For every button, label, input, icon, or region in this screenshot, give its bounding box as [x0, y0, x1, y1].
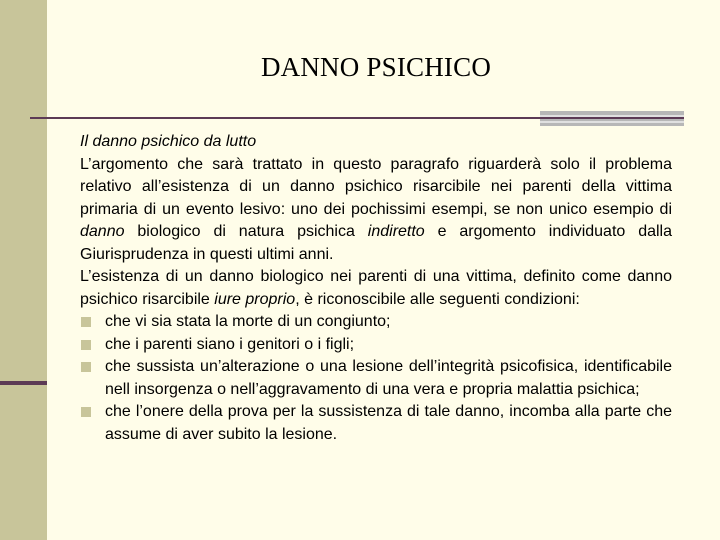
list-item-text: che vi sia stata la morte di un congiunto; — [105, 313, 391, 330]
list-item — [80, 334, 672, 357]
square-bullet-icon — [81, 407, 91, 417]
list-item-text: che i parenti siano i genitori o i figli; — [105, 335, 355, 353]
p1-italic-indiretto: indiretto — [367, 223, 425, 240]
list-item-text: che sussista un’alterazione o una lesione dell’integrità psicofisica, identificabile nell insorgenza o nell’aggravamento di una vera e propria malattia psichica; — [105, 358, 672, 398]
list-item — [80, 401, 672, 446]
p1-text-a: L’argomento che sarà trattato in questo paragrafo riguarderà solo il problema relativo all’esistenza di un danno psichico risarcibile nei parenti della vittima primaria di un evento lesivo: uno dei pochissimi esempi, se non unico esempio di — [80, 155, 672, 218]
p2-text-a: L’esistenza di un danno biologico nei parenti di una vittima, definito come danno psichico risarcibile — [80, 268, 672, 308]
slide-body — [80, 131, 672, 446]
square-bullet-icon — [81, 317, 91, 327]
square-bullet-icon — [81, 362, 91, 372]
p2-text-c: , è riconoscibile alle seguenti condizioni: — [295, 290, 580, 308]
p2-italic-iure-proprio: iure proprio — [214, 290, 296, 308]
p1-text-e: e argomento individuato dalla Giurisprudenza in questi ultimi anni. — [80, 223, 672, 263]
section-subtitle: Il danno psichico da lutto — [80, 133, 257, 150]
list-item-text: che l’onere della prova per la sussistenza di tale danno, incomba alla parte che assume di aver subito la lesione. — [105, 403, 672, 443]
list-item — [80, 356, 672, 401]
list-item — [80, 311, 672, 334]
square-bullet-icon — [81, 340, 91, 350]
paragraph-2 — [80, 266, 672, 311]
slide-title: DANNO PSICHICO — [260, 52, 492, 82]
left-band-marker — [0, 381, 47, 385]
paragraph-1 — [80, 154, 672, 267]
title-rule — [30, 117, 684, 119]
p1-italic-danno: danno — [80, 223, 125, 240]
conditions-list — [80, 311, 672, 446]
p1-text-c: biologico di natura psichica — [124, 223, 368, 240]
